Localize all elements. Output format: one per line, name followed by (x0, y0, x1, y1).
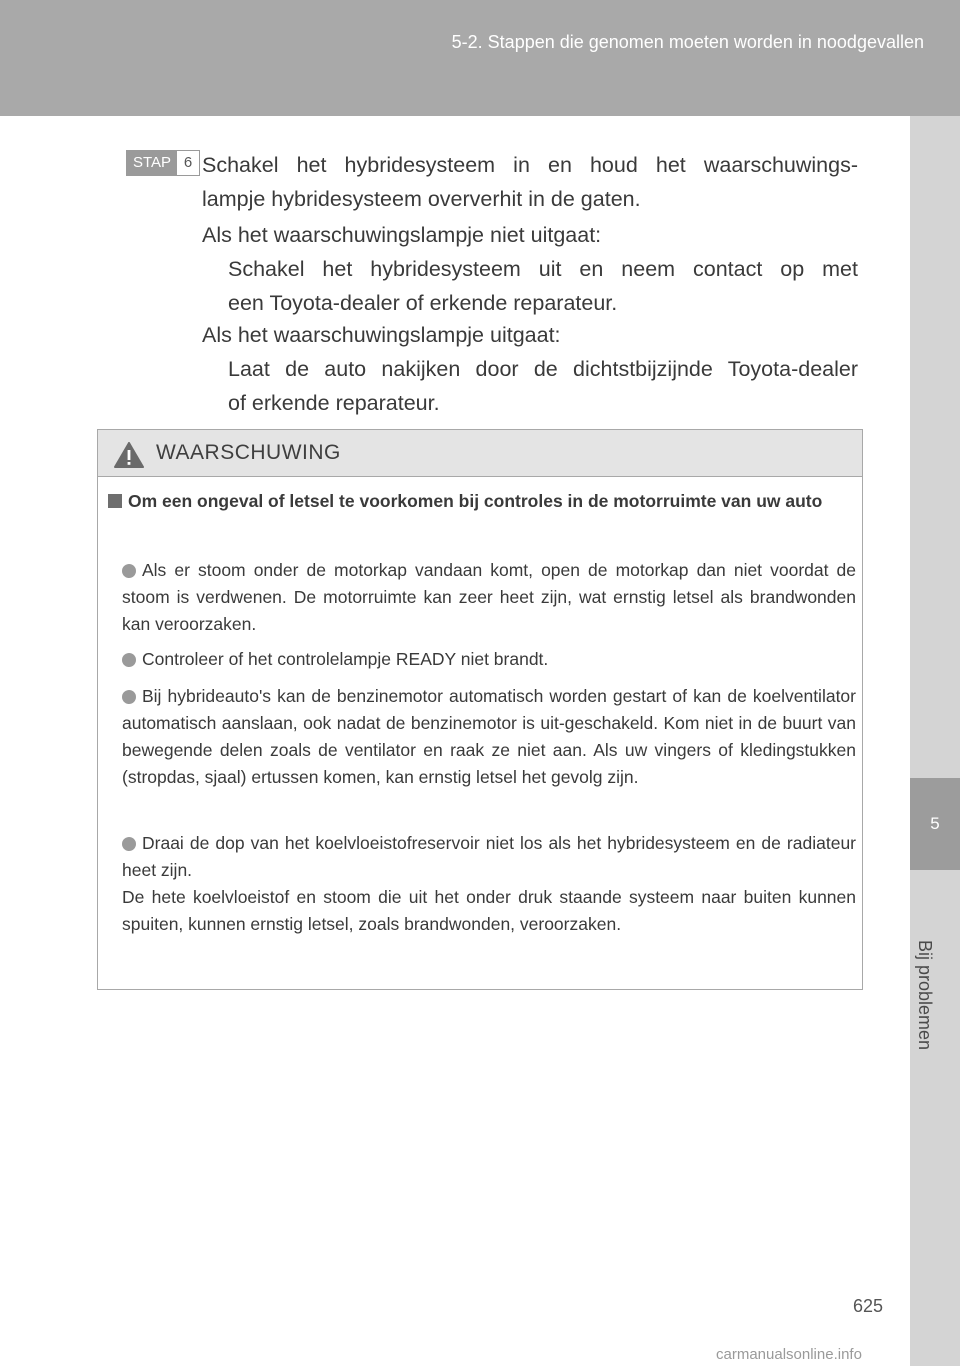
instruction-off-line1: Laat de auto nakijken door de dichtstbijzijnde Toyota-dealer (228, 357, 858, 381)
warning-header (98, 430, 862, 477)
warning-item-2: Controleer of het controlelampje READY niet brandt. (142, 649, 549, 669)
step-badge-number: 6 (177, 151, 199, 175)
page-header (0, 0, 960, 116)
warning-item-1: Als er stoom onder de motorkap vandaan komt, open de motorkap dan niet voordat de stoom is verdwenen. De motorruimte kan zeer heet zijn, wat ernstig letsel als brandwonden kan veroorzaken. (122, 560, 856, 634)
instruction-off-line2: of erkende reparateur. (228, 391, 440, 415)
chapter-number-tab: 5 (910, 778, 960, 870)
step-text-line1: Schakel het hybridesysteem in en houd het waarschuwings- (202, 153, 858, 177)
warning-item-4: Draai de dop van het koelvloeistofreservoir niet los als het hybridesysteem en de radiateur heet zijn. (122, 833, 856, 880)
warning-title: WAARSCHUWING (156, 441, 341, 464)
page-number: 625 (853, 1296, 884, 1316)
warning-triangle-icon (114, 442, 144, 468)
instruction-not-off-line2: een Toyota-dealer of erkende reparateur. (228, 291, 618, 315)
warning-section-title: Om een ongeval of letsel te voorkomen bij controles in de motorruimte van uw auto (128, 491, 823, 511)
condition-off: Als het waarschuwingslampje uitgaat: (202, 323, 561, 347)
chapter-label: Bij problemen (915, 940, 935, 1051)
side-tab-top (910, 116, 960, 778)
section-square-bullet-icon (108, 494, 122, 508)
instruction-not-off-line1: Schakel het hybridesysteem uit en neem contact op met (228, 257, 858, 281)
warning-item-4-continued: De hete koelvloeistof en stoom die uit het onder druk staande systeem naar buiten kunnen spuiten, kunnen ernstig letsel, zoals brandwonden, veroorzaken. (122, 887, 856, 934)
step-badge-word: STAP (132, 154, 172, 171)
step-text-line2: lampje hybridesysteem oververhit in de gaten. (202, 187, 641, 211)
step-badge (126, 150, 200, 176)
condition-not-off: Als het waarschuwingslampje niet uitgaat: (202, 223, 602, 247)
warning-item-3: Bij hybrideauto's kan de benzinemotor automatisch worden gestart of kan de koelventilator automatisch aanslaan, ook nadat de benzinemotor is uit-geschakeld. Kom niet in de buurt van bewegende delen zoals de ventilator en raak ze niet aan. Als uw vingers of kledingstukken (stropdas, sjaal) ertussen komen, kan ernstig letsel het gevolg zijn. (122, 686, 856, 787)
watermark: carmanualsonline.info (716, 1346, 862, 1363)
section-title: 5-2. Stappen die genomen moeten worden in noodgevallen (451, 32, 924, 52)
warning-box (97, 429, 863, 990)
